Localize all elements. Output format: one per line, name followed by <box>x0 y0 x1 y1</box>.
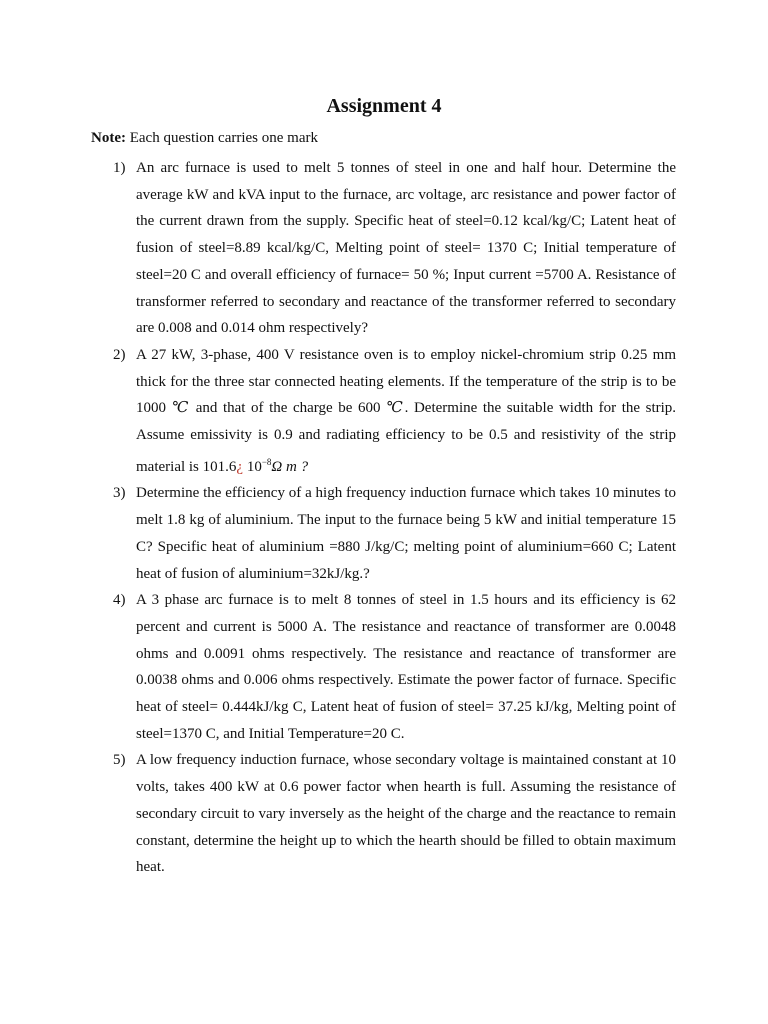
question-text: Determine the efficiency of a high frequency induction furnace which takes 10 minutes to melt 1.8 kg of aluminium. The input to the furnace being 5 kW and initial temperature 15 C? Specific heat of aluminium =880 J/kg/C; melting point of aluminium=660 C; Latent heat of fusion of aluminium=32kJ/kg.? <box>136 485 676 582</box>
degree-celsius-symbol: ℃ <box>386 400 405 417</box>
question-text-part: and that of the charge be 600 <box>190 400 387 417</box>
question-4 <box>0 587 768 747</box>
question-text <box>136 342 676 481</box>
question-text: An arc furnace is used to melt 5 tonnes of steel in one and half hour. Determine the average kW and kVA input to the furnace, arc voltage, arc resistance and power factor of the current drawn from the supply. Specific heat of steel=0.12 kcal/kg/C; Latent heat of fusion of steel=8.89 kcal/kg/C, Melting point of steel= 1370 C; Initial temperature of steel=20 C and overall efficiency of furnace= 50 %; Input current =5700 A. Resistance of transformer referred to secondary and reactance of the transformer referred to secondary are 0.008 and 0.014 ohm respectively? <box>136 160 676 337</box>
question-text-part: . Determine the suitable width for the strip. Assume emissivity is 0.9 and radiating efficiency to be 0.5 and resistivity of the strip material is 101.6 <box>136 400 677 475</box>
formula-exponent: −8 <box>261 456 272 467</box>
question-text: A low frequency induction furnace, whose secondary voltage is maintained constant at 10 volts, takes 400 kW at 0.6 power factor when hearth is full. Assuming the resistance of secondary circuit to vary inversely as the height of the charge and the reactance to remain constant, determine the height up to which the hearth should be filled to obtain maximum heat. <box>136 752 676 876</box>
question-number: 2) <box>113 346 126 363</box>
question-3 <box>0 480 768 587</box>
note-text: Each question carries one mark <box>125 130 318 146</box>
question-2 <box>0 342 768 481</box>
question-number: 4) <box>113 592 126 609</box>
question-number: 1) <box>113 160 126 176</box>
page-title: Assignment 4 <box>326 95 442 117</box>
placeholder-glyph: ¿ <box>236 458 244 475</box>
degree-celsius-symbol: ℃ <box>171 400 191 417</box>
formula-base: 10 <box>243 458 262 475</box>
question-1 <box>0 155 768 342</box>
question-5 <box>0 747 768 881</box>
formula-unit: Ω m ? <box>271 458 309 475</box>
note <box>91 128 318 148</box>
question-text: A 3 phase arc furnace is to melt 8 tonnes of steel in 1.5 hours and its efficiency is 62 percent and current is 5000 A. The resistance and reactance of transformer are 0.0048 ohms and 0.0091 ohms respectively. The resistance and reactance of transformer are 0.0038 ohms and 0.006 ohms respectively. Estimate the power factor of furnace. Specific heat of steel= 0.444kJ/kg C, Latent heat of fusion of steel= 37.25 kJ/kg, Melting point of steel=1370 C, and Initial Temperature=20 C. <box>136 592 676 742</box>
question-number: 3) <box>113 485 126 502</box>
question-list <box>0 155 768 881</box>
note-label: Note: <box>91 130 126 146</box>
question-number: 5) <box>113 752 126 769</box>
question-text-part: A 27 kW, 3-phase, 400 V resistance oven is to employ nickel-chromium strip 0.25 mm thick for the three star connected heating elements. If the temperature of the strip is to be 1000 <box>136 346 676 417</box>
